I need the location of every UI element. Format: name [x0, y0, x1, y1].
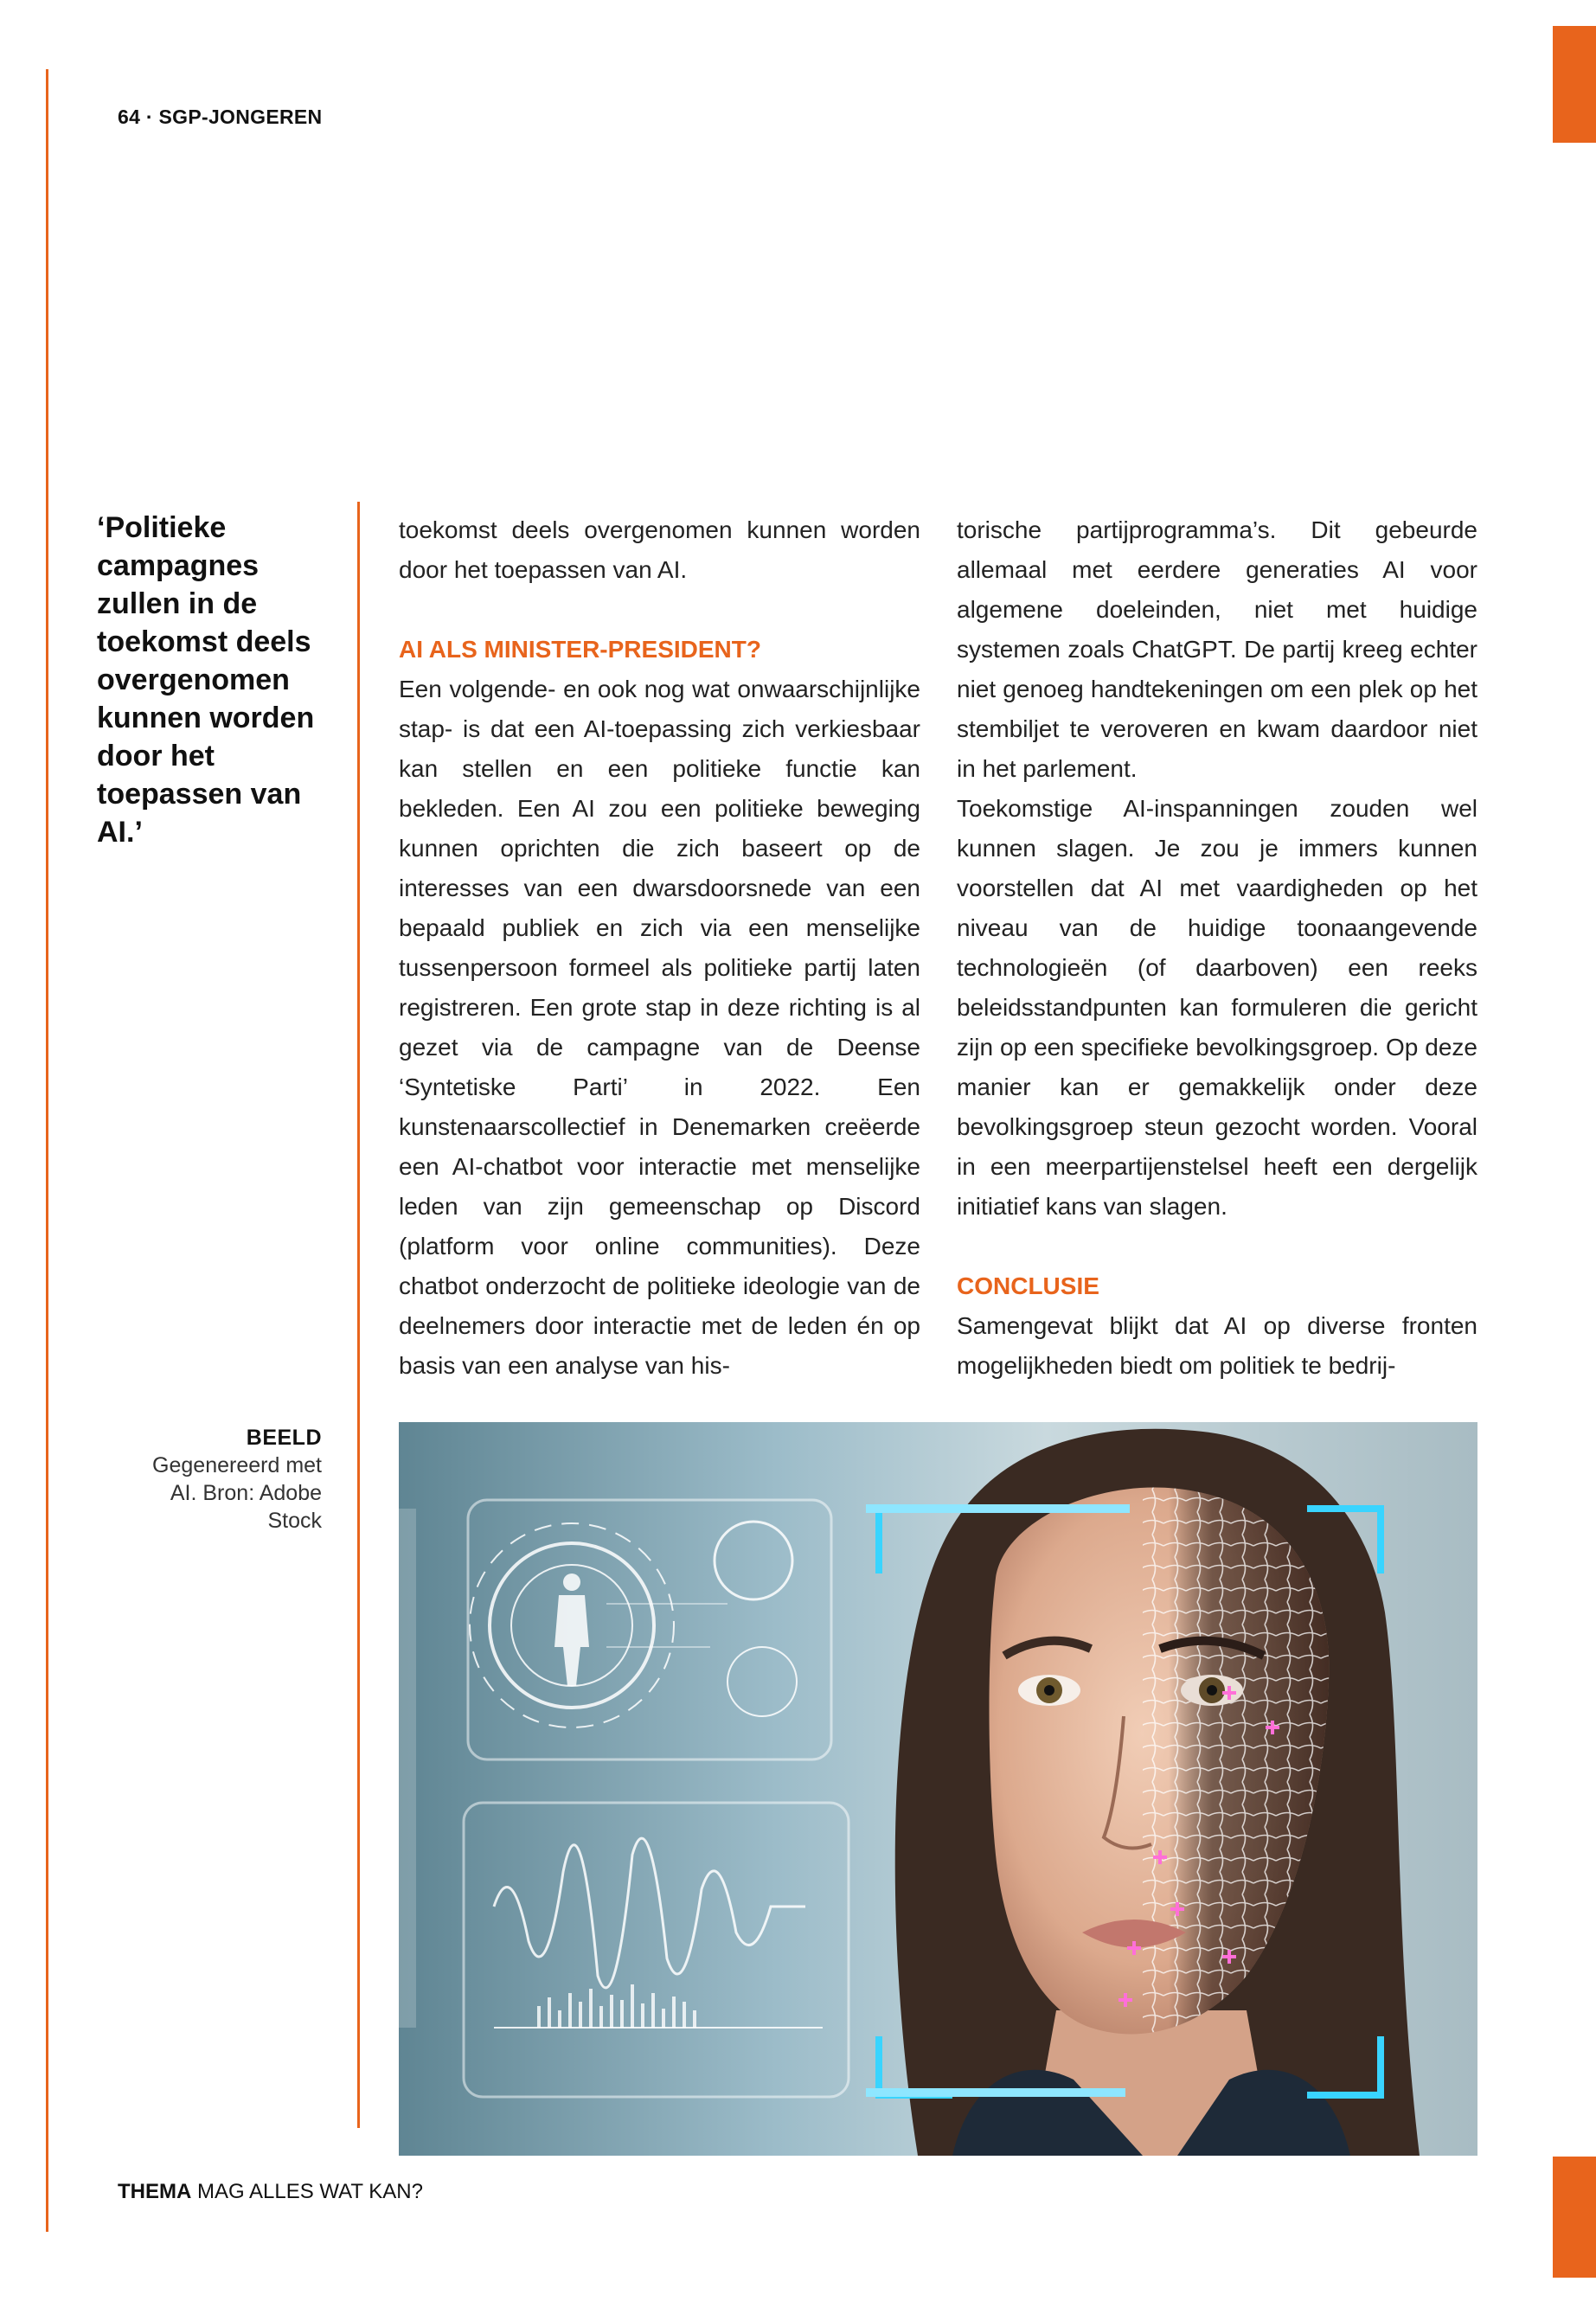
page-edge-tab-bottom: [1553, 2157, 1596, 2278]
body-paragraph: Een volgende- en ook nog wat onwaarschijnlijke stap- is dat een AI-toepassing zich verkiesbaar kan stellen en een politieke functie kan bekleden. Een AI zou een politieke beweging kunnen oprichten die zich baseert op de interesses van een dwarsdoorsnede van een bepaald publiek en zich via een menselijke tussenpersoon formeel als politieke partij laten registreren. Een grote stap in deze richting is al gezet via de campagne van de Deense ‘Syntetiske Parti’ in 2022. Een kunstenaarscollectief in Denemarken creëerde een AI-chatbot voor interactie met menselijke leden van zijn gemeenschap op Discord (platform voor online communities). Deze chatbot onderzocht de politieke ideologie van de deelnemers door interactie met de leden én op basis van een analyse van his-: [399, 676, 920, 1379]
footer-theme-label: THEMA: [118, 2180, 192, 2203]
page-footer: [118, 2180, 423, 2204]
intro-paragraph: toekomst deels overgenomen kunnen worden door het toepassen van AI.: [399, 516, 920, 583]
left-margin-rule: [46, 69, 48, 2232]
section-heading-conclusie: CONCLUSIE: [957, 1272, 1099, 1299]
sidebar-divider-rule: [357, 502, 360, 2128]
image-credit-label: BEELD: [246, 1426, 322, 1450]
article-column-2: [957, 510, 1477, 1386]
image-credit: [130, 1424, 322, 1535]
running-header: 64 · SGP-JONGEREN: [118, 106, 323, 128]
article-column-1: [399, 510, 920, 1386]
section-heading-minister-president: AI ALS MINISTER-PRESIDENT?: [399, 636, 761, 663]
paragraph-syntetiske-parti: torische partijprogramma’s. Dit gebeurde allemaal met eerdere generaties AI voor algemene doeleinden, niet met huidige systemen zoals ChatGPT. De partij kreeg echter niet genoeg handtekeningen om een plek op het stembiljet te veroveren en kwam daardoor niet in het parlement.: [957, 516, 1477, 782]
pullquote: ‘Politieke campagnes zullen in de toekomst deels overgenomen kunnen worden door het toepassen van AI.’: [97, 511, 315, 849]
image-credit-text: Gegenereerd met AI. Bron: Adobe Stock: [152, 1453, 322, 1533]
paragraph-future-ai: Toekomstige AI-inspanningen zouden wel kunnen slagen. Je zou je immers kunnen voorstellen dat AI met vaardigheden op het niveau van de huidige toonaangevende technologieën (of daarboven) een reeks beleidsstandpunten kan formuleren die gericht zijn op een specifieke bevolkingsgroep. Op deze manier kan er gemakkelijk onder deze bevolkingsgroep steun gezocht worden. Vooral in een meerpartijenstelsel heeft een dergelijk initiatief kans van slagen.: [957, 795, 1477, 1220]
paragraph-conclusion: Samengevat blijkt dat AI op diverse fronten mogelijkheden biedt om politiek te bedrij-: [957, 1312, 1477, 1379]
footer-theme-title: MAG ALLES WAT KAN?: [191, 2180, 423, 2203]
page-edge-tab-top: [1553, 26, 1596, 143]
ai-face-recognition-photo: [399, 1422, 1477, 2156]
